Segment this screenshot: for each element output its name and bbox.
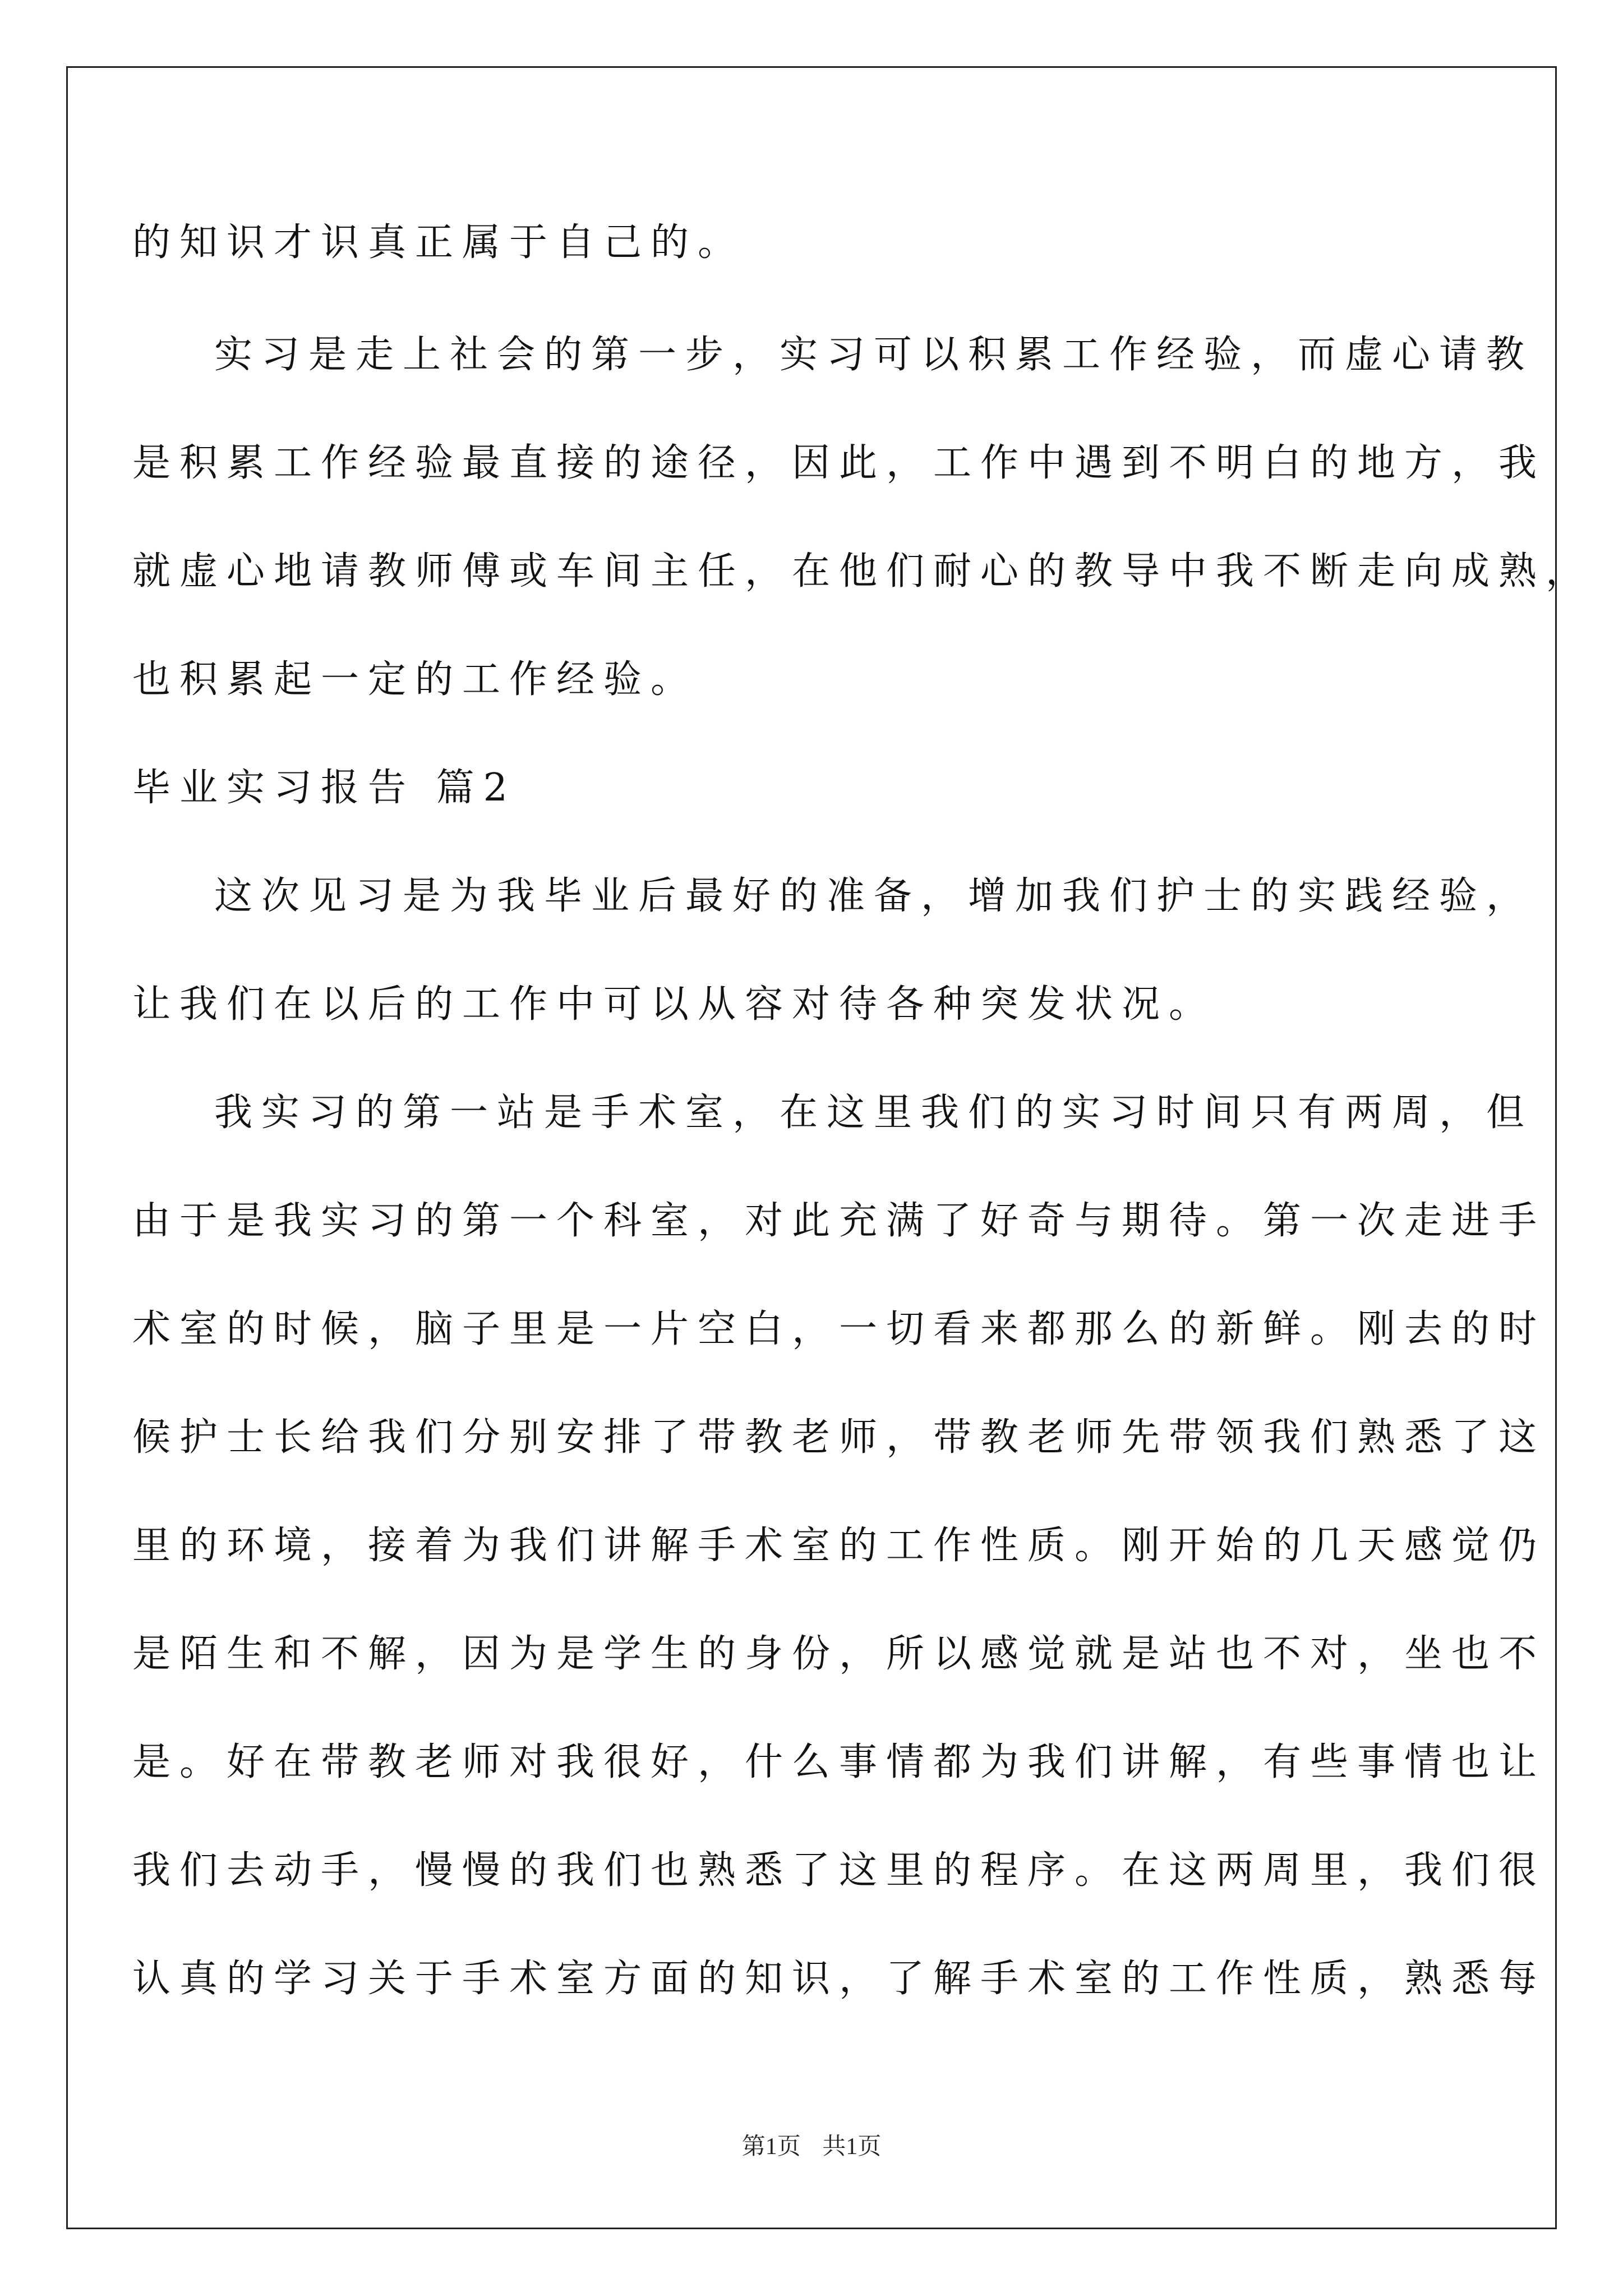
text-line: 认真的学习关于手术室方面的知识，了解手术室的工作性质，熟悉每 — [132, 1957, 1546, 2001]
text-line: 是积累工作经验最直接的途径，因此，工作中遇到不明白的地方，我 — [132, 441, 1546, 485]
section-heading: 毕业实习报告 篇2 — [132, 766, 517, 810]
text-line: 的知识才识真正属于自己的。 — [132, 220, 745, 265]
paragraph-line: 实习是走上社会的第一步，实习可以积累工作经验，而虚心请教 — [214, 333, 1534, 377]
paragraph-line: 这次见习是为我毕业后最好的准备，增加我们护士的实践经验， — [214, 874, 1534, 918]
page-total: 共1页 — [822, 2134, 882, 2160]
text-line: 术室的时候，脑子里是一片空白，一切看来都那么的新鲜。刚去的时 — [132, 1307, 1546, 1351]
page-footer — [0, 2133, 1623, 2161]
text-line: 由于是我实习的第一个科室，对此充满了好奇与期待。第一次走进手 — [132, 1199, 1546, 1243]
text-line: 让我们在以后的工作中可以从容对待各种突发状况。 — [132, 982, 1216, 1027]
text-line: 是陌生和不解，因为是学生的身份，所以感觉就是站也不对，坐也不 — [132, 1632, 1546, 1676]
text-line: 候护士长给我们分别安排了带教老师，带教老师先带领我们熟悉了这 — [132, 1415, 1546, 1460]
text-line: 里的环境，接着为我们讲解手术室的工作性质。刚开始的几天感觉仍 — [132, 1524, 1546, 1568]
text-line: 也积累起一定的工作经验。 — [132, 657, 698, 702]
paragraph-line: 我实习的第一站是手术室，在这里我们的实习时间只有两周，但 — [214, 1091, 1534, 1135]
text-line: 是。好在带教老师对我很好，什么事情都为我们讲解，有些事情也让 — [132, 1740, 1546, 1784]
page-number: 第1页 — [741, 2134, 801, 2160]
page-border — [66, 66, 1557, 2229]
text-line: 我们去动手，慢慢的我们也熟悉了这里的程序。在这两周里，我们很 — [132, 1848, 1546, 1893]
text-line: 就虚心地请教师傅或车间主任，在他们耐心的教导中我不断走向成熟， — [132, 549, 1593, 593]
